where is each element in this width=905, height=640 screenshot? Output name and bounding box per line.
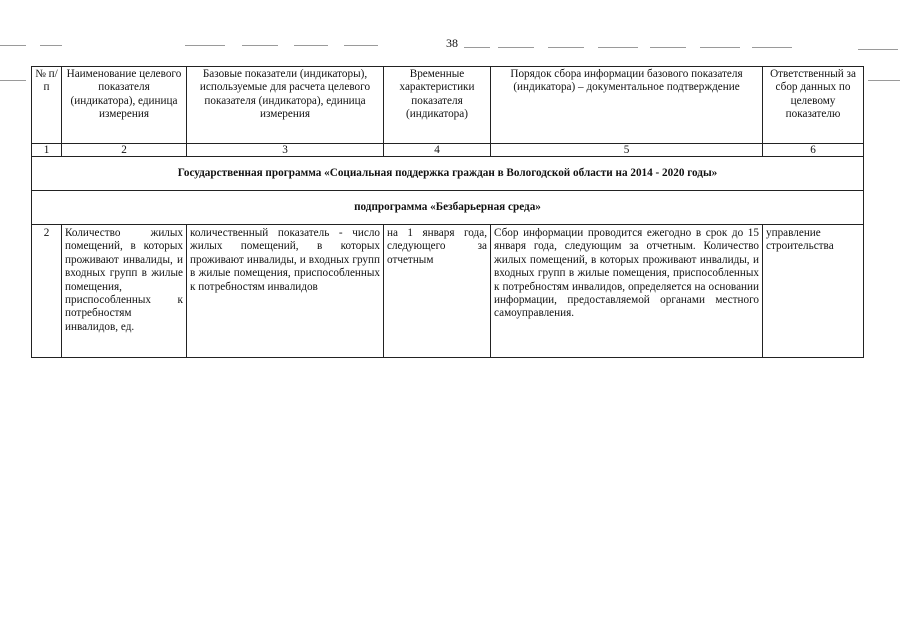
table-row (32, 225, 864, 358)
indicator-name: Количество жилых помещений, в которых проживают инвалиды, и входных групп в жилые помещения, приспособленных к потребностям инвалидов, ед. (62, 225, 187, 358)
column-number: 3 (187, 144, 384, 157)
collection-procedure: Сбор информации проводится ежегодно в срок до 15 января года, следующим за отчетным. Количество жилых помещений, в которых проживают инвалиды, и входных групп в жилые помещения, приспособленных к потребностям инвалидов, определяется на основании информации, предоставляемой органами местного самоуправления. (491, 225, 763, 358)
column-header: Ответственный за сбор данных по целевому показателю (763, 67, 864, 144)
responsible-party: управление строительства (763, 225, 864, 358)
column-header: № п/п (32, 67, 62, 144)
column-number: 6 (763, 144, 864, 157)
scan-line (344, 45, 378, 46)
indicator-table (31, 66, 864, 358)
scan-line (294, 45, 328, 46)
scan-line (752, 47, 792, 48)
column-number: 4 (384, 144, 491, 157)
page-number: 38 (446, 36, 458, 50)
time-characteristic: на 1 января года, следующего за отчетным (384, 225, 491, 358)
scan-line (185, 45, 225, 46)
table-header-row (32, 67, 864, 144)
column-number-row (32, 144, 864, 157)
scan-line (0, 80, 26, 81)
column-number: 5 (491, 144, 763, 157)
scan-line (40, 45, 62, 46)
column-header: Временные характеристики показателя (индикатора) (384, 67, 491, 144)
scan-line (548, 47, 584, 48)
column-number: 1 (32, 144, 62, 157)
scan-line (858, 49, 898, 50)
column-header: Базовые показатели (индикаторы), используемые для расчета целевого показателя (индикатора), единица измерения (187, 67, 384, 144)
row-number: 2 (32, 225, 62, 358)
scan-line (868, 80, 900, 81)
scan-line (0, 45, 26, 46)
scan-line (498, 47, 534, 48)
subprogram-title-row (32, 191, 864, 225)
scan-line (700, 47, 740, 48)
column-header: Наименование целевого показателя (индикатора), единица измерения (62, 67, 187, 144)
scan-line (598, 47, 638, 48)
scan-line (650, 47, 686, 48)
base-indicator: количественный показатель - число жилых помещений, в которых проживают инвалиды, и входных групп в жилые помещения, приспособленных к потребностям инвалидов (187, 225, 384, 358)
column-header: Порядок сбора информации базового показателя (индикатора) – документальное подтверждение (491, 67, 763, 144)
subprogram-title: подпрограмма «Безбарьерная среда» (32, 191, 864, 225)
program-title: Государственная программа «Социальная поддержка граждан в Вологодской области на 2014 - 2020 годы» (32, 157, 864, 191)
scan-line (242, 45, 278, 46)
column-number: 2 (62, 144, 187, 157)
program-title-row (32, 157, 864, 191)
